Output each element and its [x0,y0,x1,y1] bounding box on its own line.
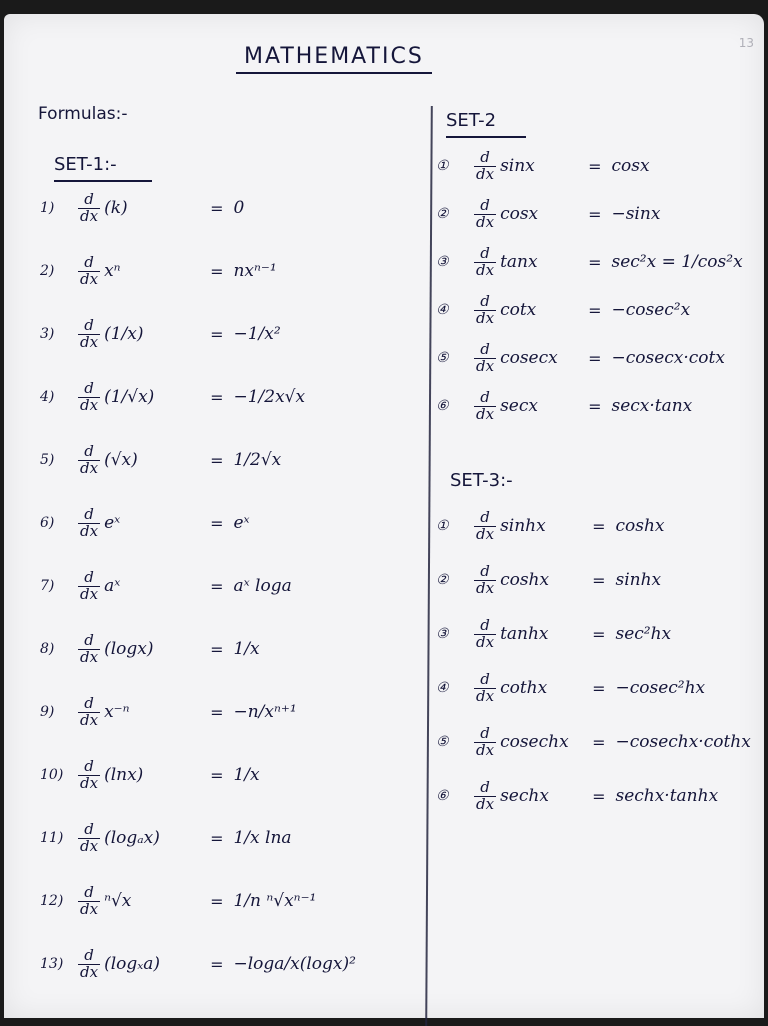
formula-number: ② [436,206,449,223]
operator-numerator: d [84,442,94,460]
equals-sign: = [592,624,606,644]
formula-row [40,759,260,792]
operator-denominator: dx [80,773,99,792]
derivative-operator [474,780,496,813]
operator-denominator: dx [80,206,99,225]
formula-rhs: eˣ [233,513,250,534]
formula-rhs: −1/2x√x [233,387,306,408]
operator-numerator: d [84,883,94,901]
operator-denominator: dx [80,899,99,918]
formula-rhs: −n/xⁿ⁺¹ [233,702,297,723]
operator-numerator: d [480,340,490,358]
formula-rhs: −cosec²hx [615,678,706,699]
formula-number: ⑥ [436,398,449,415]
equals-sign: = [592,732,606,752]
formula-rhs: −cosec²x [611,300,691,321]
page-title: MATHEMATICS [244,44,424,69]
formula-row [436,390,692,423]
operator-numerator: d [84,946,94,964]
derivative-operator [474,672,496,705]
derivative-operator [78,192,100,225]
notebook-page [4,14,764,1018]
operator-numerator: d [84,505,94,523]
equals-sign: = [592,570,606,590]
formula-row [436,618,671,651]
formula-lhs: ⁿ√x [104,891,132,912]
formula-number: 11) [40,830,64,847]
operator-numerator: d [84,190,94,208]
operator-numerator: d [480,292,490,310]
formula-row [436,672,705,705]
formula-rhs: coshx [615,516,665,537]
operator-denominator: dx [80,584,99,603]
formula-rhs: −sinx [611,204,661,225]
set3-heading: SET-3:- [450,470,513,491]
equals-sign: = [210,702,224,722]
operator-denominator: dx [476,578,495,597]
formula-row [436,198,660,231]
derivative-operator [78,633,100,666]
formula-lhs: (k) [104,198,128,219]
set2-heading: SET-2 [446,110,497,131]
set2-heading-underline [446,136,526,138]
operator-denominator: dx [476,212,495,231]
formula-row [40,192,244,225]
formula-rhs: sec²x = 1/cos²x [611,252,743,273]
operator-numerator: d [480,508,490,526]
operator-numerator: d [84,253,94,271]
formula-lhs: tanx [500,252,538,273]
equals-sign: = [210,576,224,596]
formula-number: ① [436,158,449,175]
title-underline [236,72,432,74]
formula-number: 8) [40,641,55,658]
equals-sign: = [588,204,602,224]
operator-numerator: d [480,724,490,742]
equals-sign: = [588,396,602,416]
formula-lhs: (1/x) [104,324,144,345]
operator-numerator: d [480,616,490,634]
formula-row [436,510,665,543]
formula-lhs: coshx [500,570,550,591]
operator-numerator: d [84,568,94,586]
equals-sign: = [592,678,606,698]
derivative-operator [474,564,496,597]
formula-row [40,696,297,729]
operator-denominator: dx [80,269,99,288]
equals-sign: = [210,198,224,218]
derivative-operator [78,759,100,792]
operator-denominator: dx [476,404,495,423]
formula-row [40,444,281,477]
operator-denominator: dx [476,260,495,279]
formula-lhs: cosechx [500,732,569,753]
formula-rhs: secx·tanx [611,396,693,417]
operator-numerator: d [84,820,94,838]
equals-sign: = [588,348,602,368]
operator-denominator: dx [476,164,495,183]
derivative-operator [78,444,100,477]
formula-number: ③ [436,254,449,271]
derivative-operator [474,726,496,759]
formula-lhs: x⁻ⁿ [104,702,130,723]
derivative-operator [474,150,496,183]
formula-lhs: cosecx [500,348,558,369]
equals-sign: = [588,252,602,272]
formula-row [40,381,305,414]
formula-row [40,822,292,855]
formula-row [436,780,718,813]
equals-sign: = [588,300,602,320]
derivative-operator [474,618,496,651]
operator-denominator: dx [80,332,99,351]
operator-denominator: dx [80,521,99,540]
formula-lhs: (logₓa) [104,954,161,975]
derivative-operator [78,381,100,414]
formula-rhs: 1/x lna [233,828,292,849]
operator-numerator: d [480,244,490,262]
operator-denominator: dx [476,632,495,651]
formula-lhs: cothx [500,678,548,699]
derivative-operator [474,510,496,543]
operator-denominator: dx [476,686,495,705]
operator-numerator: d [480,562,490,580]
formula-lhs: aˣ [104,576,121,597]
equals-sign: = [210,828,224,848]
formula-lhs: (logₐx) [104,828,160,849]
formula-lhs: cosx [500,204,539,225]
operator-denominator: dx [476,740,495,759]
formula-number: ⑤ [436,350,449,367]
derivative-operator [474,390,496,423]
formula-number: ⑥ [436,788,449,805]
formula-number: 4) [40,389,55,406]
formula-number: ⑤ [436,734,449,751]
equals-sign: = [588,156,602,176]
formula-row [436,246,743,279]
operator-numerator: d [480,670,490,688]
derivative-operator [78,507,100,540]
equals-sign: = [210,261,224,281]
operator-numerator: d [480,388,490,406]
operator-denominator: dx [80,647,99,666]
derivative-operator [474,342,496,375]
formula-number: ① [436,518,449,535]
formula-number: ③ [436,626,449,643]
formula-lhs: cotx [500,300,537,321]
formula-number: 2) [40,263,55,280]
formula-lhs: sechx [500,786,549,807]
operator-denominator: dx [476,356,495,375]
formula-rhs: sinhx [615,570,662,591]
formula-number: 7) [40,578,55,595]
operator-numerator: d [84,757,94,775]
operator-denominator: dx [80,962,99,981]
formula-number: 10) [40,767,64,784]
formula-rhs: 1/x [233,765,260,786]
formula-rhs: −1/x² [233,324,281,345]
formula-number: 12) [40,893,64,910]
equals-sign: = [210,765,224,785]
formula-rhs: 1/n ⁿ√xⁿ⁻¹ [233,891,317,912]
formula-rhs: 1/2√x [233,450,282,471]
operator-denominator: dx [476,308,495,327]
formula-lhs: (√x) [104,450,138,471]
equals-sign: = [210,639,224,659]
operator-numerator: d [84,631,94,649]
derivative-operator [78,570,100,603]
formula-number: 3) [40,326,55,343]
formula-rhs: 0 [233,198,245,219]
derivative-operator [78,696,100,729]
equals-sign: = [592,516,606,536]
derivative-operator [474,294,496,327]
equals-sign: = [210,450,224,470]
formula-row [40,570,292,603]
formula-row [436,294,690,327]
set1-heading-underline [54,180,152,182]
operator-denominator: dx [476,524,495,543]
derivative-operator [78,822,100,855]
equals-sign: = [210,891,224,911]
derivative-operator [474,246,496,279]
formula-rhs: 1/x [233,639,260,660]
formula-number: ④ [436,302,449,319]
equals-sign: = [210,513,224,533]
formula-number: ④ [436,680,449,697]
formula-row [40,255,277,288]
formula-rhs: cosx [611,156,650,177]
formula-rhs: −loga/x(logx)² [233,954,356,975]
formula-number: ② [436,572,449,589]
formula-number: 9) [40,704,55,721]
formula-lhs: sinhx [500,516,546,537]
formula-lhs: (lnx) [104,765,144,786]
operator-denominator: dx [80,710,99,729]
operator-numerator: d [84,694,94,712]
formula-lhs: (logx) [104,639,154,660]
operator-numerator: d [480,148,490,166]
formula-number: 5) [40,452,55,469]
derivative-operator [474,198,496,231]
set1-heading: SET-1:- [54,154,117,175]
derivative-operator [78,318,100,351]
formula-row [40,318,281,351]
equals-sign: = [592,786,606,806]
formula-row [40,885,316,918]
formula-row [436,726,751,759]
equals-sign: = [210,954,224,974]
operator-numerator: d [480,196,490,214]
formula-lhs: eˣ [104,513,121,534]
derivative-operator [78,885,100,918]
operator-numerator: d [84,379,94,397]
formula-number: 13) [40,956,64,973]
formula-rhs: −cosechx·cothx [615,732,751,753]
operator-denominator: dx [80,836,99,855]
page-number: 13 [738,36,754,50]
formulas-label: Formulas:- [38,104,128,124]
formula-row [436,342,725,375]
formula-row [40,507,250,540]
formula-lhs: (1/√x) [104,387,155,408]
formula-number: 6) [40,515,55,532]
formula-lhs: secx [500,396,538,417]
column-divider [425,106,433,1026]
formula-lhs: xⁿ [104,261,121,282]
equals-sign: = [210,387,224,407]
derivative-operator [78,948,100,981]
operator-denominator: dx [80,395,99,414]
formula-rhs: aˣ loga [233,576,292,597]
formula-rhs: nxⁿ⁻¹ [233,261,277,282]
formula-rhs: sechx·tanhx [615,786,719,807]
formula-number: 1) [40,200,55,217]
operator-numerator: d [480,778,490,796]
formula-lhs: sinx [500,156,535,177]
formula-row [436,564,661,597]
derivative-operator [78,255,100,288]
operator-numerator: d [84,316,94,334]
formula-row [40,633,260,666]
formula-row [436,150,650,183]
formula-lhs: tanhx [500,624,549,645]
equals-sign: = [210,324,224,344]
operator-denominator: dx [80,458,99,477]
formula-rhs: sec²hx [615,624,672,645]
formula-row [40,948,356,981]
formula-rhs: −cosecx·cotx [611,348,725,369]
operator-denominator: dx [476,794,495,813]
